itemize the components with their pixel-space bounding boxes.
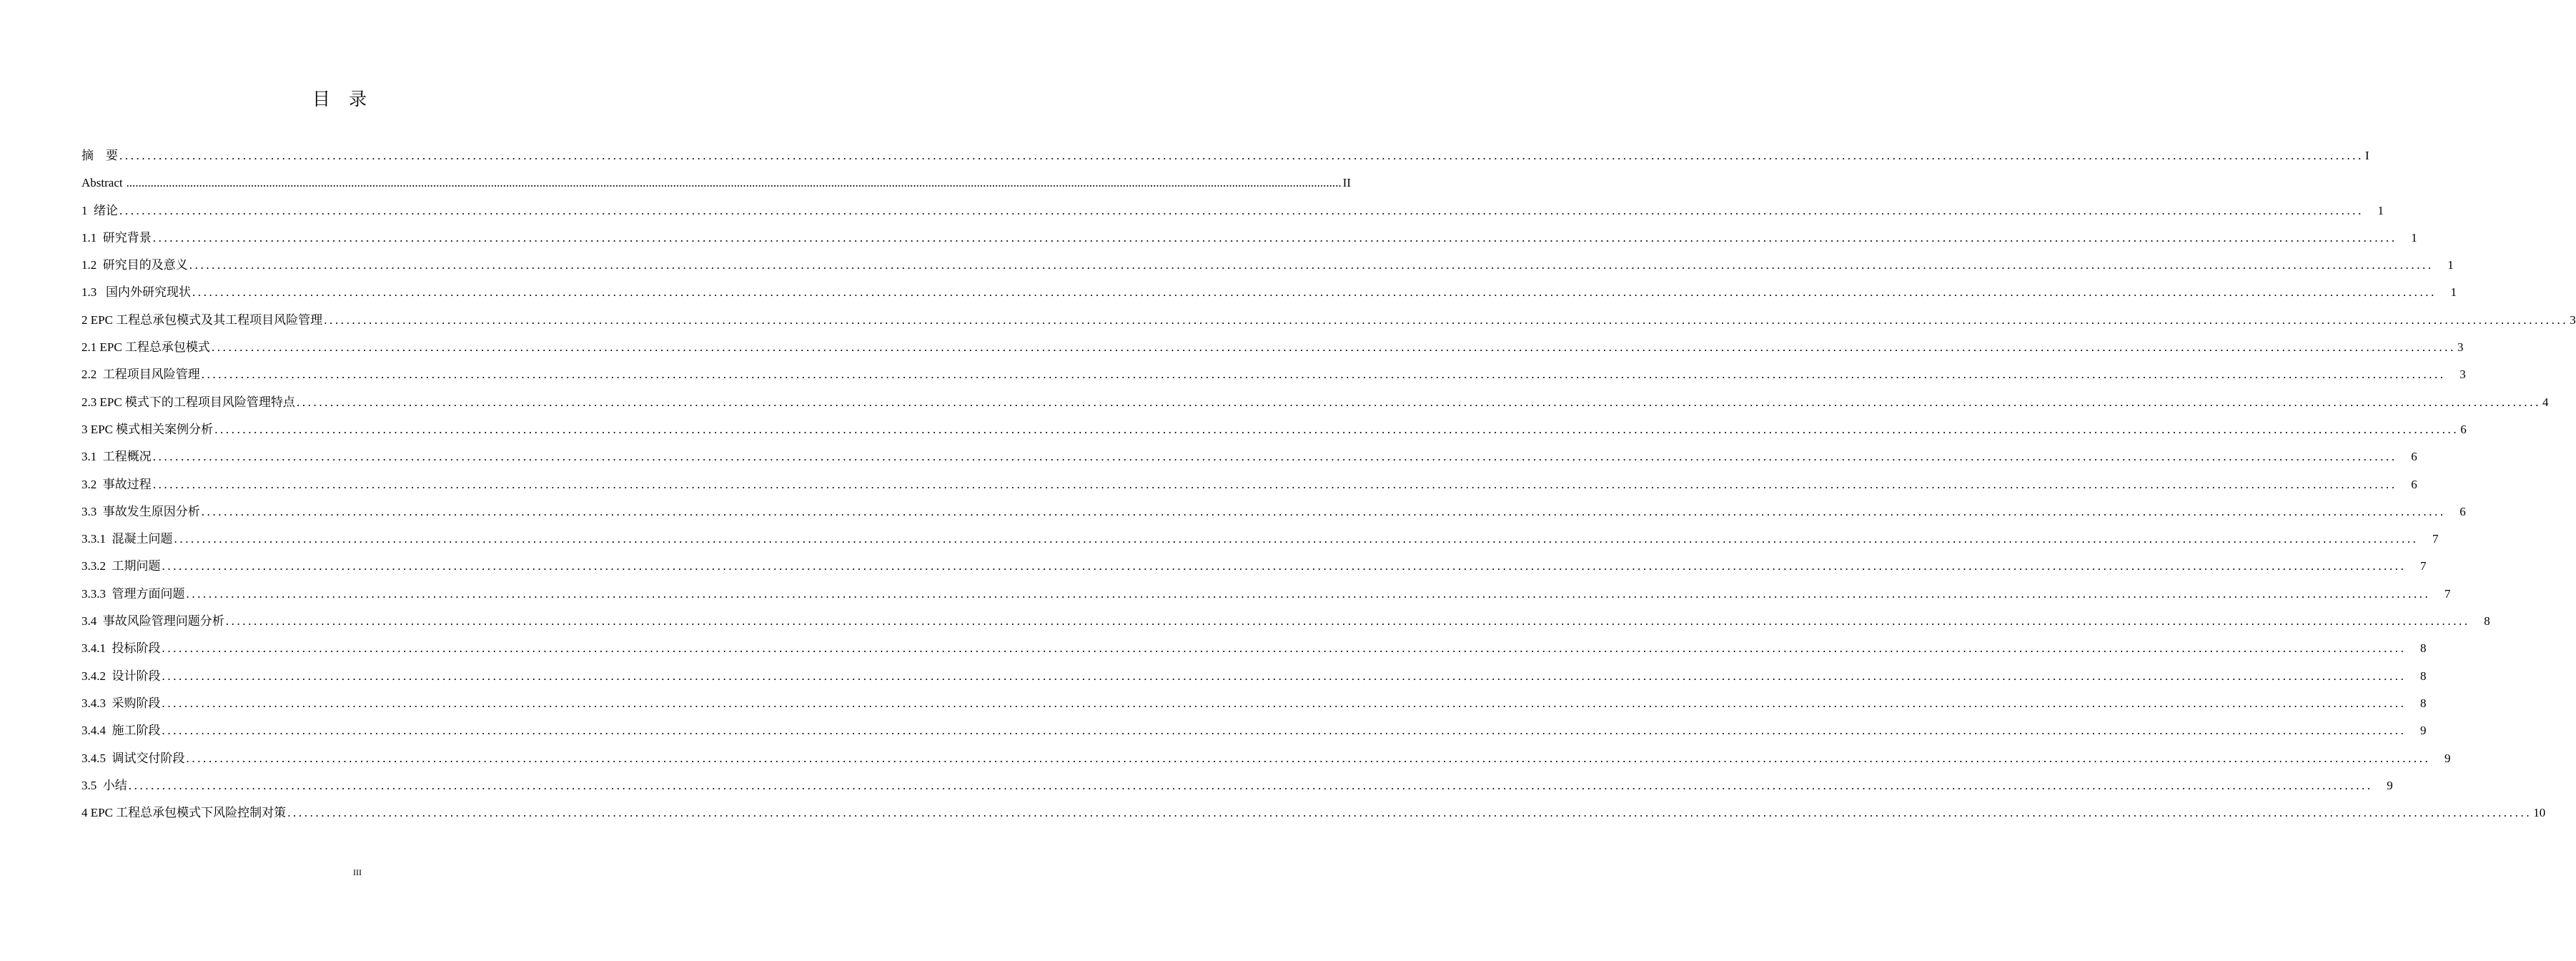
toc-dot-leader: ................................................................................................................................................................................................................................................................................................................................................................................................................: [162, 641, 2407, 656]
toc-dot-leader: ................................................................................................................................................................................................................................................................................................................................................................................................................: [189, 258, 2434, 272]
toc-entry-label: 3.4.3 采购阶段: [81, 696, 161, 710]
toc-entry[interactable]: [81, 169, 1351, 197]
toc-entry-label: 1 绪论: [81, 203, 118, 217]
toc-entry-page: 1: [2377, 203, 2384, 217]
toc-entry-label: 3.4.4 施工阶段: [81, 724, 161, 738]
toc-entry-page: 3: [2570, 312, 2576, 327]
toc-dot-leader: ................................................................................................................................................................................................................................................................................................................................................................................................................: [201, 368, 2446, 382]
page-title: 目录: [312, 89, 385, 109]
toc-entry-page: I: [2365, 149, 2369, 162]
toc-dot-leader: ................................................................................................................................................................................................................................................................................................................................................................................................................: [186, 586, 2431, 601]
toc-entry-page: 3: [2457, 340, 2464, 355]
toc-dot-leader: ................................................................................................................................................................................................................................................................................................................................................................................................................: [192, 285, 2437, 300]
toc-entry-page: 6: [2459, 504, 2466, 518]
toc-entry[interactable]: [81, 608, 2490, 635]
toc-entry-label: 3.5 小结: [81, 778, 127, 792]
toc-entry-page: 9: [2387, 778, 2393, 792]
toc-dot-leader: ................................................................................................................................................................................................................................................................................................................................................................................................................: [201, 504, 2446, 518]
toc-entry-page: 7: [2444, 586, 2451, 601]
toc-dot-leader: ................................................................................................................................................................................................................................................................................................................................................................................................................: [128, 778, 2373, 792]
toc-entry-label: 3.1 工程概况: [81, 450, 152, 464]
toc-entry-label: 3.4.5 调试交付阶段: [81, 751, 185, 765]
toc-entry-page: 4: [2542, 395, 2549, 409]
toc-entry-page: 6: [2411, 450, 2417, 464]
toc-entry-label: 3.4 事故风险管理问题分析: [81, 614, 224, 629]
toc-entry-label: 2.1 EPC 工程总承包模式: [81, 340, 210, 355]
toc-entry[interactable]: [81, 389, 2549, 416]
toc-dot-leader: ................................................................................................................................................................................................................................................................................................................................................................................................................: [214, 422, 2459, 436]
toc-entry-page: 9: [2420, 724, 2427, 738]
toc-entry-page: 9: [2444, 751, 2451, 765]
toc-dot-leader: ................................................................................................................................................................................................................................................................................................................................................................................................................: [174, 532, 2419, 546]
page-number: III: [353, 867, 362, 877]
toc-entry-label: 2 EPC 工程总承包模式及其工程项目风险管理: [81, 312, 323, 327]
toc-entry[interactable]: [81, 772, 2393, 799]
toc-entry-page: 7: [2432, 532, 2439, 546]
toc-dot-leader: ................................................................................................................................................................................................................................................................................................................................................................................................................: [152, 450, 2397, 464]
toc-dot-leader: ................................................................................................................................................................................................................................................................................................................................................................................................................: [324, 312, 2569, 327]
toc-entry-label: 1.3 国内外研究现状: [81, 285, 191, 300]
toc-entry-page: 8: [2420, 669, 2427, 683]
toc-entry[interactable]: [81, 361, 2466, 388]
toc-entry-label: 2.2 工程项目风险管理: [81, 368, 200, 382]
toc-entry[interactable]: [81, 252, 2454, 279]
toc-entry-label: Abstract: [81, 176, 123, 190]
toc-entry-label: 1.2 研究目的及意义: [81, 258, 188, 272]
toc-entry[interactable]: [81, 799, 2546, 827]
toc-dot-leader: ................................................................................................................................................................................................................................................................................................................................................................................................................: [211, 340, 2456, 355]
toc-dot-leader: ................................................................................................................................................................................................................................................................................................................................................................................................................: [152, 477, 2397, 491]
toc-dot-leader: ................................................................................................................................................................................................................................................................................................................................................................................................................: [162, 696, 2407, 710]
toc-entry-label: 4 EPC 工程总承包模式下风险控制对策: [81, 806, 287, 820]
toc-dot-leader: ................................................................................................................................................................................................................................................................................................................................................................................................................: [186, 751, 2431, 765]
toc-entry-page: 6: [2411, 477, 2417, 491]
toc-dot-leader: ................................................................................................................................................................................................................................................................................................................................................................................................................: [152, 230, 2397, 245]
toc-entry[interactable]: [81, 197, 2384, 225]
toc-dot-leader: ................................................................................................................................................................................................................................................................................................................................................................................................................: [296, 395, 2541, 409]
toc-entry[interactable]: [81, 690, 2427, 717]
toc-entry[interactable]: [81, 334, 2464, 361]
toc-entry-label: 3.3.3 管理方面问题: [81, 586, 185, 601]
toc-entry-label: 3.3.2 工期问题: [81, 559, 161, 573]
toc-entry[interactable]: [81, 663, 2427, 690]
toc-entry[interactable]: [81, 498, 2466, 526]
toc-dot-leader: ................................................................................................................................................................................................................................................................................................................................................................................................................: [119, 149, 2364, 162]
toc-entry-page: 1: [2450, 285, 2457, 300]
table-of-contents: [81, 142, 2576, 827]
toc-entry[interactable]: [81, 416, 2467, 443]
toc-dot-leader: ................................................................................................................................................................................................................................................................................................................................................................................................................: [162, 559, 2407, 573]
toc-entry[interactable]: [81, 635, 2427, 662]
toc-entry-page: 1: [2411, 230, 2417, 245]
toc-entry-page: 8: [2420, 641, 2427, 656]
toc-entry[interactable]: [81, 225, 2417, 252]
toc-entry-label: 3.3 事故发生原因分析: [81, 504, 200, 518]
toc-dot-leader: ................................................................................................................................................................................................................................................................................................................................................................................................................: [162, 669, 2407, 683]
toc-entry-label: 1.1 研究背景: [81, 230, 152, 245]
toc-entry-page: 6: [2460, 422, 2467, 436]
toc-entry[interactable]: [81, 526, 2439, 553]
toc-entry-page: 8: [2420, 696, 2427, 710]
toc-entry[interactable]: [81, 471, 2417, 498]
toc-entry-label: 3.4.1 投标阶段: [81, 641, 161, 656]
toc-entry-page: 10: [2533, 806, 2546, 820]
toc-entry-page: II: [1342, 176, 1351, 190]
toc-dot-leader: ................................................................................................................................................................................................................................................................................................................................................................................................................: [119, 203, 2364, 217]
toc-entry-label: 3.3.1 混凝土问题: [81, 532, 173, 546]
toc-entry[interactable]: [81, 581, 2451, 608]
toc-entry[interactable]: [81, 279, 2457, 306]
toc-entry[interactable]: [81, 553, 2427, 580]
toc-entry-page: 7: [2420, 559, 2427, 573]
toc-entry-page: 3: [2459, 368, 2466, 382]
toc-entry-label: 2.3 EPC 模式下的工程项目风险管理特点: [81, 395, 295, 409]
toc-entry[interactable]: [81, 142, 2369, 169]
toc-entry[interactable]: [81, 745, 2451, 772]
toc-entry-page: 1: [2447, 258, 2454, 272]
toc-entry-label: 3.4.2 设计阶段: [81, 669, 161, 683]
toc-entry[interactable]: [81, 717, 2427, 744]
toc-dot-leader: ................................................................................................................................................................................................................................................................................................................................................................................................................: [225, 614, 2470, 629]
toc-entry[interactable]: [81, 443, 2417, 470]
toc-dot-leader: ................................................................................................................................................................................................................................................................................................................................................................................................................: [162, 724, 2407, 738]
toc-dot-leader: ................................................................................................................................................................................................................................................................................................................................................................................................................: [126, 176, 1342, 190]
toc-entry-label: 3 EPC 模式相关案例分析: [81, 422, 214, 436]
toc-entry-page: 8: [2484, 614, 2490, 629]
toc-entry-label: 摘 要: [81, 149, 118, 162]
toc-dot-leader: ................................................................................................................................................................................................................................................................................................................................................................................................................: [287, 806, 2532, 820]
toc-entry[interactable]: [81, 307, 2576, 334]
toc-entry-label: 3.2 事故过程: [81, 477, 152, 491]
